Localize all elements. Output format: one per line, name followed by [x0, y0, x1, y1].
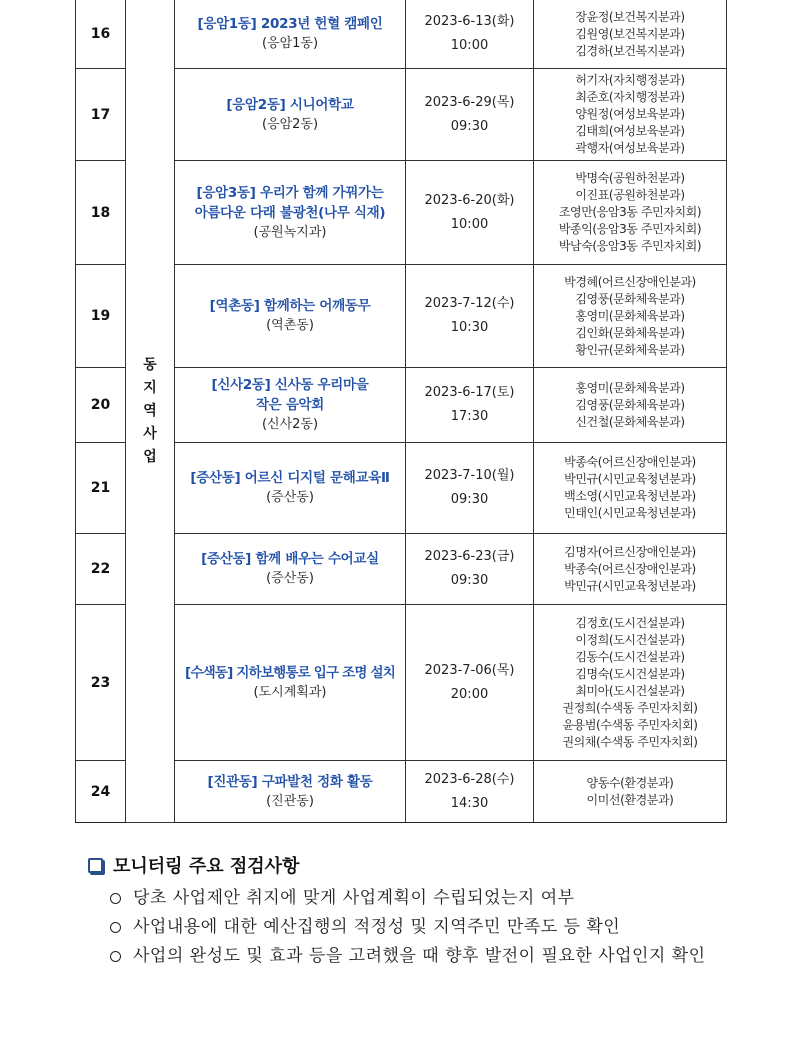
circle-bullet-icon — [110, 951, 121, 962]
project-date: 2023-7-12(수) — [424, 296, 515, 311]
category-char: 사 — [143, 425, 157, 442]
project-title: [응암1동] 2023년 헌혈 캠페인 — [197, 16, 383, 32]
members-cell — [534, 605, 727, 761]
project-title: [증산동] 어르신 디지털 문해교육Ⅱ — [190, 470, 390, 486]
project-time: 17:30 — [450, 409, 489, 424]
checkpoint-text: 당초 사업제안 취지에 맞게 사업계획이 수립되었는지 여부 — [133, 888, 575, 908]
project-cell — [175, 69, 406, 161]
member: 김동수(도시건설분과) — [575, 649, 685, 664]
member: 최준호(자치행정분과) — [575, 90, 685, 104]
member: 이정희(도시건설분과) — [575, 632, 685, 647]
member: 신건철(문화체육분과) — [575, 414, 685, 429]
schedule-cell — [406, 368, 534, 443]
project-monitoring-table — [75, 0, 727, 823]
member: 박종숙(어르신장애인분과) — [564, 561, 696, 576]
row-number: 21 — [76, 443, 126, 534]
project-time: 09:30 — [450, 573, 489, 588]
row-number: 23 — [76, 605, 126, 761]
schedule-cell — [406, 605, 534, 761]
member: 최미아(도시건설분과) — [575, 683, 685, 698]
checkpoint-item — [110, 884, 706, 913]
project-cell — [175, 368, 406, 443]
member: 김태희(여성보육분과) — [575, 124, 685, 138]
project-title: 작은 음악회 — [255, 397, 325, 413]
project-time: 09:30 — [450, 492, 489, 507]
member: 박명숙(공원하천분과) — [575, 171, 685, 185]
member: 박종숙(어르신장애인분과) — [564, 455, 696, 469]
member: 곽행자(여성보육분과) — [575, 141, 685, 155]
members-cell — [534, 368, 727, 443]
schedule-cell — [406, 161, 534, 265]
section-heading — [88, 852, 706, 878]
member: 장윤정(보건복지분과) — [575, 9, 685, 24]
project-title: [응암2동] 시니어학교 — [226, 96, 354, 113]
project-dept: (응암1동) — [261, 36, 319, 51]
project-dept: (역촌동) — [266, 318, 314, 333]
project-title: [응암3동] 우리가 함께 가꿔가는 — [196, 184, 384, 201]
member: 박경혜(어르신장애인분과) — [564, 274, 696, 289]
checkpoint-text: 사업의 완성도 및 효과 등을 고려했을 때 향후 발전이 필요한 사업인지 확인 — [133, 946, 706, 966]
category-cell — [126, 0, 175, 823]
members-cell — [534, 69, 727, 161]
member: 양동수(환경분과) — [586, 775, 674, 790]
project-time: 10:30 — [450, 320, 489, 335]
project-dept: (진관동) — [266, 793, 314, 809]
members-cell — [534, 0, 727, 69]
member: 박민규(시민교육청년분과) — [564, 472, 696, 486]
table-row — [76, 0, 727, 69]
member: 민태인(시민교육청년분과) — [564, 506, 696, 520]
project-cell — [175, 443, 406, 534]
project-cell — [175, 265, 406, 368]
project-date: 2023-6-28(수) — [424, 771, 515, 787]
member: 이진표(공원하천분과) — [575, 188, 685, 202]
member: 박남숙(응암3동 주민자치회) — [558, 239, 702, 253]
project-dept: (도시계획과) — [253, 684, 327, 700]
project-title: 아름다운 다래 불광천(나무 식재) — [194, 204, 386, 221]
row-number: 22 — [76, 534, 126, 605]
category-char: 역 — [143, 402, 157, 419]
member: 홍영미(문화체육분과) — [575, 308, 685, 323]
project-cell — [175, 0, 406, 69]
members-cell — [534, 265, 727, 368]
project-time: 10:00 — [450, 38, 489, 53]
project-date: 2023-6-13(화) — [424, 14, 515, 29]
member: 백소영(시민교육청년분과) — [564, 489, 696, 503]
category-char: 동 — [143, 356, 157, 373]
project-time: 09:30 — [450, 118, 489, 134]
project-date: 2023-7-10(월) — [424, 468, 515, 483]
project-cell — [175, 534, 406, 605]
row-number: 19 — [76, 265, 126, 368]
member: 박종익(응암3동 주민자치회) — [558, 222, 702, 236]
project-cell — [175, 761, 406, 823]
category-char: 업 — [143, 448, 157, 465]
row-number: 24 — [76, 761, 126, 823]
checkpoint-list — [110, 884, 706, 971]
project-title: [역촌동] 함께하는 어깨동무 — [209, 298, 371, 314]
schedule-cell — [406, 443, 534, 534]
project-date: 2023-6-29(목) — [424, 94, 515, 110]
member: 김명자(어르신장애인분과) — [564, 544, 696, 559]
checkpoint-item — [110, 913, 706, 942]
project-title: [신사2동] 신사동 우리마을 — [211, 377, 369, 393]
schedule-cell — [406, 265, 534, 368]
member: 김영풍(문화체육분과) — [575, 397, 685, 412]
project-date: 2023-6-23(금) — [424, 549, 515, 564]
project-time: 20:00 — [450, 686, 489, 702]
circle-bullet-icon — [110, 893, 121, 904]
member: 이미선(환경분과) — [586, 792, 674, 807]
project-date: 2023-6-17(토) — [424, 385, 515, 400]
member: 양원정(여성보육분과) — [575, 107, 685, 121]
row-number: 16 — [76, 0, 126, 69]
schedule-cell — [406, 69, 534, 161]
circle-bullet-icon — [110, 922, 121, 933]
checkpoint-text: 사업내용에 대한 예산집행의 적정성 및 지역주민 만족도 등 확인 — [133, 917, 621, 937]
member: 박민규(시민교육청년분과) — [564, 578, 696, 593]
section-heading-text: 모니터링 주요 점검사항 — [113, 856, 300, 877]
project-date: 2023-6-20(화) — [424, 192, 515, 208]
row-number: 18 — [76, 161, 126, 265]
project-dept: (신사2동) — [261, 417, 319, 432]
checkbox-icon — [88, 858, 103, 873]
project-title: [진관동] 구파발천 정화 활동 — [207, 773, 373, 790]
schedule-cell — [406, 0, 534, 69]
member: 조영만(응암3동 주민자치회) — [558, 205, 702, 219]
member: 홍영미(문화체육분과) — [575, 380, 685, 395]
project-dept: (응암2동) — [261, 116, 319, 132]
row-number: 20 — [76, 368, 126, 443]
project-dept: (공원녹지과) — [253, 224, 327, 240]
members-cell — [534, 534, 727, 605]
monitoring-section — [88, 852, 706, 971]
project-cell — [175, 605, 406, 761]
category-char: 지 — [143, 379, 157, 396]
schedule-cell — [406, 534, 534, 605]
checkpoint-item — [110, 942, 706, 971]
project-title: [수색동] 지하보행통로 입구 조명 설치 — [185, 664, 395, 681]
member: 김인화(문화체육분과) — [575, 325, 685, 340]
schedule-cell — [406, 761, 534, 823]
member: 권의채(수색동 주민자치회) — [562, 734, 698, 749]
row-number: 17 — [76, 69, 126, 161]
member: 허기자(자치행정분과) — [575, 73, 685, 87]
project-date: 2023-7-06(목) — [424, 662, 515, 678]
member: 김명숙(도시건설분과) — [575, 666, 685, 681]
project-dept: (증산동) — [266, 490, 314, 505]
project-cell — [175, 161, 406, 265]
member: 윤용범(수색동 주민자치회) — [562, 717, 698, 732]
project-dept: (증산동) — [266, 571, 314, 586]
member: 김원영(보건복지분과) — [575, 26, 685, 41]
member: 황인규(문화체육분과) — [575, 342, 685, 357]
members-cell — [534, 161, 727, 265]
member: 김경하(보건복지분과) — [575, 43, 685, 58]
member: 김정호(도시건설분과) — [575, 615, 685, 630]
members-cell — [534, 761, 727, 823]
project-time: 10:00 — [450, 216, 489, 232]
project-time: 14:30 — [450, 795, 489, 811]
member: 김영풍(문화체육분과) — [575, 291, 685, 306]
project-title: [증산동] 함께 배우는 수어교실 — [201, 551, 379, 567]
members-cell — [534, 443, 727, 534]
member: 권정희(수색동 주민자치회) — [562, 700, 698, 715]
